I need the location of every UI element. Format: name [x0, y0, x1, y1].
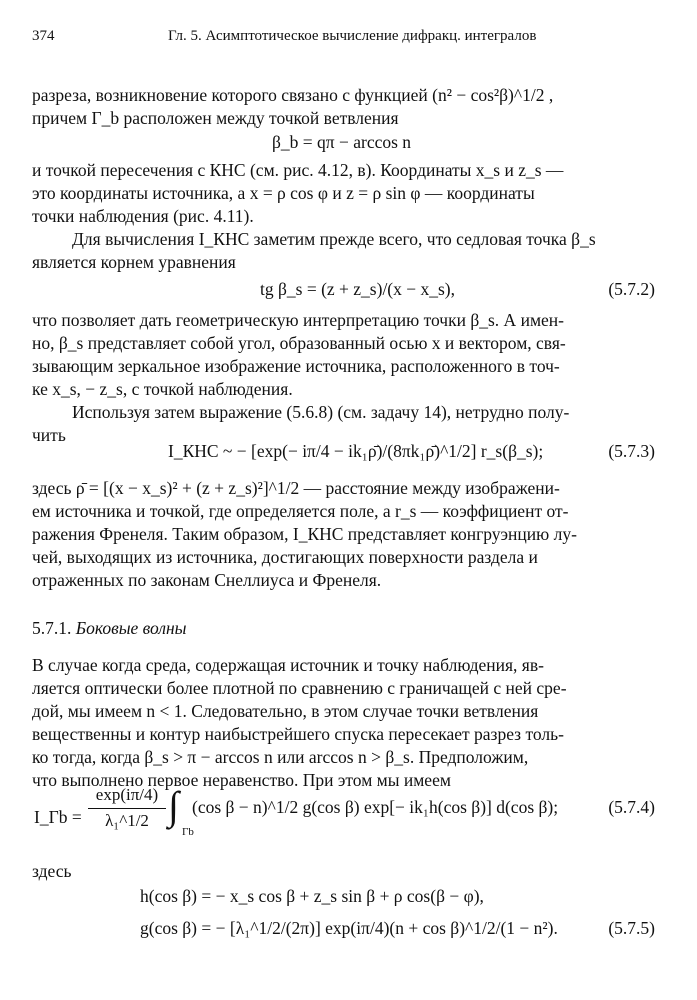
- integral-limit: Гb: [182, 826, 194, 838]
- text-line: дой, мы имеем n < 1. Следовательно, в этом случае точки ветвления: [32, 701, 539, 721]
- text-line: зывающим зеркальное изображение источника, расположенного в точ-: [32, 356, 560, 376]
- text-line: что выполнено первое неравенство. При этом мы имеем: [32, 770, 451, 790]
- fraction-numerator: exp(iπ/4): [95, 785, 159, 804]
- text-line: и точкой пересечения с КНС (см. рис. 4.12, в). Координаты x_s и z_s —: [32, 160, 564, 180]
- text-line: но, β_s представляет собой угол, образованный осью x и вектором, свя-: [32, 333, 566, 353]
- text-line: Используя затем выражение (5.6.8) (см. задачу 14), нетрудно полу-: [72, 402, 570, 422]
- integral-sign: ∫: [168, 783, 179, 828]
- text-line: ляется оптически более плотной по сравнению с граничащей с ней сре-: [32, 678, 567, 698]
- fraction-bar: [88, 808, 166, 809]
- equation-5-7-5-h: h(cos β) = − x_s cos β + z_s sin β + ρ cos(β − φ),: [140, 886, 484, 906]
- equation-beta-b: β_b = qπ − arccos n: [272, 132, 412, 152]
- equation-5-7-2: tg β_s = (z + z_s)/(x − x_s),: [260, 279, 456, 299]
- fraction-denominator: λ₁^1/2: [105, 811, 149, 830]
- text-line: разреза, возникновение которого связано с функцией (n² − cos²β)^1/2 ,: [32, 85, 554, 105]
- text-line: ражения Френеля. Таким образом, I_КНС представляет конгруэнцию лу-: [32, 524, 577, 544]
- equation-5-7-3: I_КНС ~ − [exp(− iπ/4 − ik₁ρ̄)/(8πk₁ρ̄)^1/2] r_s(β_s);: [168, 441, 544, 461]
- page-number: 374: [32, 28, 55, 44]
- text-line: В случае когда среда, содержащая источник и точку наблюдения, яв-: [32, 655, 544, 675]
- text-line: что позволяет дать геометрическую интерпретацию точки β_s. А имен-: [32, 310, 564, 330]
- equation-number: (5.7.4): [608, 797, 655, 817]
- equation-5-7-5-g: g(cos β) = − [λ₁^1/2/(2π)] exp(iπ/4)(n + cos β)^1/2/(1 − n²).: [140, 918, 558, 938]
- text-line: чить: [32, 425, 66, 445]
- text-line: причем Г_b расположен между точкой ветвления: [32, 108, 399, 128]
- text-line: Для вычисления I_КНС заметим прежде всего, что седловая точка β_s: [72, 229, 596, 249]
- section-title: Боковые волны: [75, 618, 187, 638]
- running-title: Гл. 5. Асимптотическое вычисление дифракц. интегралов: [168, 28, 537, 44]
- text-line: здесь: [32, 861, 72, 881]
- section-heading: [32, 618, 187, 639]
- text-line: ко тогда, когда β_s > π − arccos n или arccos n > β_s. Предположим,: [32, 747, 529, 767]
- equation-5-7-4-body: (cos β − n)^1/2 g(cos β) exp[− ik₁h(cos β)] d(cos β);: [192, 797, 559, 817]
- equation-5-7-4-lhs: I_Гb =: [34, 807, 82, 827]
- text-line: ке x_s, − z_s, с точкой наблюдения.: [32, 379, 293, 399]
- equation-number: (5.7.5): [608, 918, 655, 938]
- text-line: точки наблюдения (рис. 4.11).: [32, 206, 254, 226]
- text-line: здесь ρ̄ = [(x − x_s)² + (z + z_s)²]^1/2 — расстояние между изображени-: [32, 478, 560, 498]
- text-line: чей, выходящих из источника, достигающих поверхности раздела и: [32, 547, 538, 567]
- text-line: ем источника и точкой, где определяется поле, а r_s — коэффициент от-: [32, 501, 569, 521]
- section-number: 5.7.1.: [32, 618, 72, 638]
- text-line: это координаты источника, а x = ρ cos φ и z = ρ sin φ — координаты: [32, 183, 535, 203]
- text-line: является корнем уравнения: [32, 252, 236, 272]
- text-line: отраженных по законам Снеллиуса и Френеля.: [32, 570, 382, 590]
- equation-number: (5.7.3): [608, 441, 655, 461]
- text-line: вещественны и контур наибыстрейшего спуска пересекает разрез толь-: [32, 724, 564, 744]
- equation-number: (5.7.2): [608, 279, 655, 299]
